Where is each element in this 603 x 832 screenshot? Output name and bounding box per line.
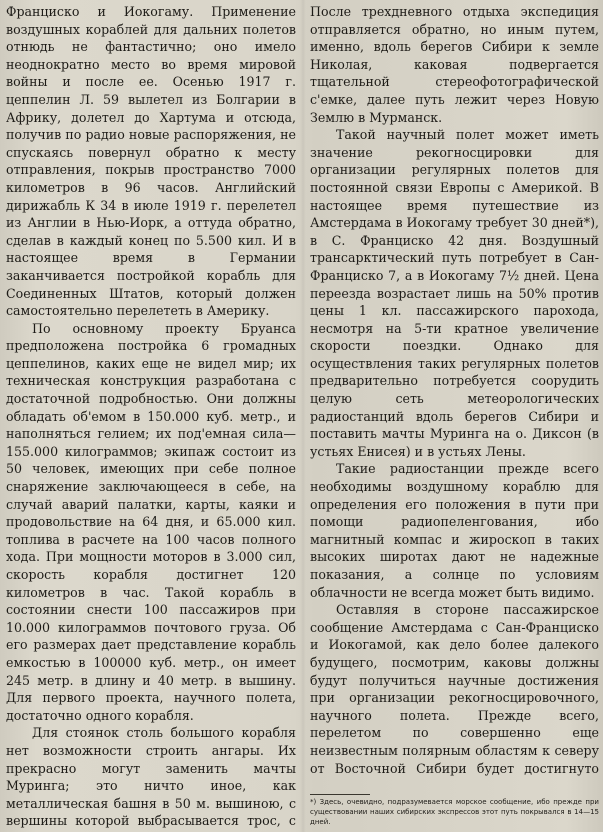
footnote-divider: [310, 794, 370, 795]
footnote: *) Здесь, очевидно, подразумевается морское сообщение, ибо прежде при существовании наших сибирских экспрессов этот путь покрывался в 14—15 дней.: [310, 798, 599, 826]
right-column: [310, 3, 599, 779]
left-column: [6, 3, 296, 832]
paragraph: По основному проекту Бруанса предположена постройка 6 громадных цеппелинов, каких еще не видел мир; их техническая конструкция разработана с достаточной подробностью. Они должны обладать об'емом в 150.000 куб. метр., и наполняться гелием; их под'емная сила—155.000 килограммов; экипаж состоит из 50 человек, имеющих при себе полное снаряжение заключающееся в себе, на случай аварий палатки, карты, каяки и продовольствие на 64 дня, и 65.000 кил. топлива в расчете на 100 часов полного хода. При мощности моторов в 3.000 сил, скорость корабля достигнет 120 километров в час. Такой корабль в состоянии снести 100 пассажиров при 10.000 килограммов почтового груза. Об его размерах дает представление корабль емкостью в 100000 куб. метр., он имеет 245 метр. в длину и 40 метр. в вышину. Для первого проекта, научного полета, достаточно одного корабля.: [6, 320, 296, 723]
paragraph: Такие радиостанции прежде всего необходимы воздушному кораблю для определения его положения в пути при помощи радиопеленгования, ибо магнитный компас и жироскоп в таких высоких широтах дают не надежные показания, а солнце по условиям облачности не всегда может быть видимо.: [310, 461, 599, 600]
paragraph: Такой научный полет может иметь значение рекогносцировки для организации регулярных полетов для постоянной связи Европы с Америкой. В настоящее время путешествие из Амстердама в Иокогаму требует 30 дней*), в С. Франциско 42 дня. Воздушный трансарктический путь потребует в Сан-Франциско 7, а в Иокогаму 7½ дней. Цена переезда возрастает лишь на 50% против цены 1 кл. пассажирского парохода, несмотря на 5-ти кратное увеличение скорости поездки. Однако для осуществления таких регулярных полетов предварительно потребуется соорудить целую сеть метеорологических радиостанций вдоль берегов Сибири и поставить мачты Муринга на о. Диксон (в устьях Енисея) и в устьях Лены.: [310, 127, 599, 459]
paragraph: Оставляя в стороне пассажирское сообщение Амстердама с Сан-Франциско и Иокогамой, как дело более далекого будущего, посмотрим, каковы должны будут получиться научные достижения при организации рекогносцировочного, научного полета. Прежде всего, перелетом по совершенно еще неизвестным полярным областям к северу от Восточной Сибири будет достигнуто: [310, 602, 599, 776]
paragraph: Для стоянок столь большого корабля нет возможности строить ангары. Их прекрасно могут заменить мачты Муринга; это ничто иное, как металлическая башня в 50 м. вышиною, с вершины которой выбрасывается трос, с: [6, 725, 296, 829]
paragraph: Франциско и Иокогаму. Применение воздушных кораблей для дальних полетов отнюдь не фантастично; оно имело неоднократно место во время мировой войны и после ее. Осенью 1917 г. цеппелин Л. 59 вылетел из Болгарии в Африку, долетел до Хартума и отсюда, получив по радио новые распоряжения, не спускаясь повернул обратно к месту отправления, покрыв пространство 7000 километров в 96 часов. Английский дирижабль К 34 в июле 1919 г. перелетел из Англии в Нью-Иорк, а оттуда обратно, сделав в каждый конец по 5.500 кил. И в настоящее время в Германии заканчивается постройкой корабль для Соединенных Штатов, который должен самостоятельно перелететь в Америку.: [6, 4, 296, 319]
paragraph: После трехдневного отдыха экспедиция отправляется обратно, но иным путем, именно, вдоль берегов Сибири к земле Николая, каковая подвергается тщательной стереофотографической с'емке, далее путь лежит через Новую Землю в Мурманск.: [310, 4, 599, 125]
column-gutter: [300, 0, 306, 832]
